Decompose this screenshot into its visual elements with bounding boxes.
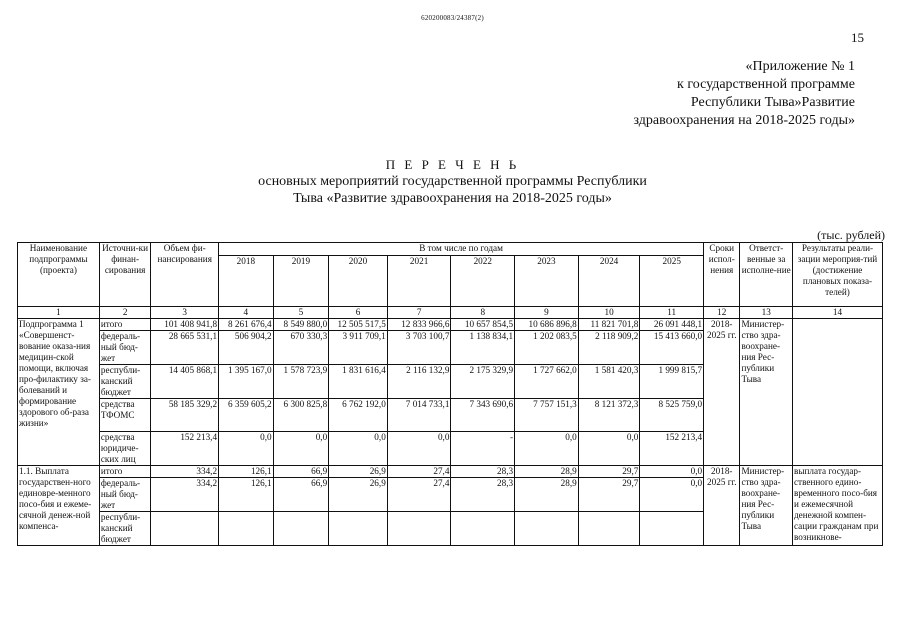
- source-cell: федераль-ный бюд-жет: [99, 478, 151, 512]
- year-cell: 1 727 662,0: [515, 365, 579, 399]
- year-cell: [515, 512, 579, 546]
- header-year: 2021: [387, 256, 451, 307]
- year-cell: 27,4: [387, 466, 451, 478]
- year-cell: 2 118 909,2: [578, 331, 640, 365]
- column-number: 6: [329, 307, 388, 319]
- column-number: 14: [792, 307, 882, 319]
- year-cell: 10 657 854,5: [451, 319, 515, 331]
- header-year: 2020: [329, 256, 388, 307]
- program-name: Подпрограмма 1 «Совершенст-вование оказа-ния медицин-ской помощи, включая про-филактику за-болеваний и формирование здорового об-раза жизни»: [18, 319, 100, 466]
- source-cell: итого: [99, 466, 151, 478]
- volume-cell: 58 185 329,2: [151, 399, 219, 432]
- header-name: Наименование подпрограммы (проекта): [18, 243, 100, 307]
- year-cell: 3 911 709,1: [329, 331, 388, 365]
- page-number: 15: [851, 30, 864, 45]
- responsible-cell: Министер-ство здра-воохране-ния Рес-публики Тыва: [740, 466, 793, 546]
- header-year: 2023: [515, 256, 579, 307]
- measure-name: 1.1. Выплата государствен-ного единовре-менного посо-бия и ежеме-сячной денеж-ной компенса-: [18, 466, 100, 546]
- year-cell: 152 213,4: [640, 432, 704, 466]
- year-cell: -: [451, 432, 515, 466]
- year-cell: 12 505 517,5: [329, 319, 388, 331]
- document-id: 620200083/24387(2): [421, 14, 484, 22]
- source-cell: средства юридиче-ских лиц: [99, 432, 151, 466]
- column-number: 3: [151, 307, 219, 319]
- year-cell: 0,0: [273, 432, 329, 466]
- column-number: 4: [219, 307, 274, 319]
- header-volume: Объем фи-нансирования: [151, 243, 219, 307]
- column-number: 9: [515, 307, 579, 319]
- year-cell: 0,0: [329, 432, 388, 466]
- source-cell: федераль-ный бюд-жет: [99, 331, 151, 365]
- year-cell: 6 300 825,8: [273, 399, 329, 432]
- year-cell: 506 904,2: [219, 331, 274, 365]
- year-cell: 0,0: [640, 478, 704, 512]
- year-cell: 0,0: [640, 466, 704, 478]
- volume-cell: [151, 512, 219, 546]
- year-cell: [219, 512, 274, 546]
- year-cell: 10 686 896,8: [515, 319, 579, 331]
- year-cell: 0,0: [387, 432, 451, 466]
- units-label: (тыс. рублей): [817, 228, 885, 242]
- year-cell: [273, 512, 329, 546]
- column-number: 11: [640, 307, 704, 319]
- appendix-line: к государственной программе: [677, 77, 855, 92]
- year-cell: 3 703 100,7: [387, 331, 451, 365]
- column-number: 8: [451, 307, 515, 319]
- year-cell: 0,0: [219, 432, 274, 466]
- year-cell: 0,0: [515, 432, 579, 466]
- year-cell: 7 757 151,3: [515, 399, 579, 432]
- table-row: [18, 319, 883, 331]
- year-cell: 6 762 192,0: [329, 399, 388, 432]
- year-cell: 28,9: [515, 478, 579, 512]
- source-cell: итого: [99, 319, 151, 331]
- year-cell: 0,0: [578, 432, 640, 466]
- year-cell: 26 091 448,1: [640, 319, 704, 331]
- year-cell: 670 330,3: [273, 331, 329, 365]
- year-cell: 28,9: [515, 466, 579, 478]
- year-cell: 1 831 616,4: [329, 365, 388, 399]
- volume-cell: 28 665 531,1: [151, 331, 219, 365]
- source-cell: средства ТФОМС: [99, 399, 151, 432]
- year-cell: [640, 512, 704, 546]
- header-responsible: Ответст-венные за исполне-ние: [740, 243, 793, 307]
- year-cell: [451, 512, 515, 546]
- header-terms: Сроки испол-нения: [704, 243, 740, 307]
- volume-cell: 334,2: [151, 478, 219, 512]
- year-cell: 8 121 372,3: [578, 399, 640, 432]
- title-line: основных мероприятий государственной программы Республики: [258, 174, 647, 189]
- year-cell: 26,9: [329, 478, 388, 512]
- year-cell: 1 202 083,5: [515, 331, 579, 365]
- year-cell: 66,9: [273, 478, 329, 512]
- year-cell: 66,9: [273, 466, 329, 478]
- volume-cell: 101 408 941,8: [151, 319, 219, 331]
- volume-cell: 334,2: [151, 466, 219, 478]
- appendix-line: здравоохранения на 2018-2025 годы»: [633, 113, 855, 128]
- table-row: [18, 466, 883, 478]
- appendix-note: [555, 58, 855, 130]
- year-cell: 8 525 759,0: [640, 399, 704, 432]
- source-cell: республи-канский бюджет: [99, 365, 151, 399]
- year-cell: [578, 512, 640, 546]
- column-number: 10: [578, 307, 640, 319]
- results-cell: выплата государ-ственного едино-временного посо-бия и ежемесячной денежной компен-сации гражданам при возникнове-: [792, 466, 882, 546]
- column-number: 5: [273, 307, 329, 319]
- column-number: 12: [704, 307, 740, 319]
- measures-table: [17, 242, 883, 546]
- column-number: 1: [18, 307, 100, 319]
- header-year: 2018: [219, 256, 274, 307]
- year-cell: 1 395 167,0: [219, 365, 274, 399]
- results-cell: [792, 319, 882, 466]
- header-year: 2019: [273, 256, 329, 307]
- year-cell: 12 833 966,6: [387, 319, 451, 331]
- year-cell: 7 014 733,1: [387, 399, 451, 432]
- year-cell: [329, 512, 388, 546]
- appendix-line: Республики Тыва»Развитие: [690, 95, 855, 110]
- year-cell: 1 581 420,3: [578, 365, 640, 399]
- year-cell: 7 343 690,6: [451, 399, 515, 432]
- column-number: 7: [387, 307, 451, 319]
- volume-cell: 152 213,4: [151, 432, 219, 466]
- year-cell: 1 578 723,9: [273, 365, 329, 399]
- document-title: [0, 156, 905, 207]
- year-cell: 1 999 815,7: [640, 365, 704, 399]
- year-cell: 28,3: [451, 478, 515, 512]
- header-year: 2022: [451, 256, 515, 307]
- header-by-years: В том числе по годам: [219, 243, 704, 256]
- year-cell: 2 175 329,9: [451, 365, 515, 399]
- terms-cell: 2018-2025 гг.: [704, 466, 740, 546]
- year-cell: 29,7: [578, 466, 640, 478]
- column-number: 2: [99, 307, 151, 319]
- year-cell: 126,1: [219, 466, 274, 478]
- year-cell: 6 359 605,2: [219, 399, 274, 432]
- source-cell: республи-канский бюджет: [99, 512, 151, 546]
- year-cell: 8 261 676,4: [219, 319, 274, 331]
- title-line: Тыва «Развитие здравоохранения на 2018-2025 годы»: [293, 191, 612, 206]
- year-cell: 27,4: [387, 478, 451, 512]
- year-cell: 126,1: [219, 478, 274, 512]
- title-heading: П Е Р Е Ч Е Н Ь: [385, 157, 520, 172]
- volume-cell: 14 405 868,1: [151, 365, 219, 399]
- header-year: 2025: [640, 256, 704, 307]
- appendix-line: «Приложение № 1: [745, 59, 855, 74]
- year-cell: [387, 512, 451, 546]
- terms-cell: 2018-2025 гг.: [704, 319, 740, 466]
- year-cell: 29,7: [578, 478, 640, 512]
- header-year: 2024: [578, 256, 640, 307]
- year-cell: 26,9: [329, 466, 388, 478]
- year-cell: 11 821 701,8: [578, 319, 640, 331]
- year-cell: 2 116 132,9: [387, 365, 451, 399]
- year-cell: 28,3: [451, 466, 515, 478]
- responsible-cell: Министер-ство здра-воохране-ния Рес-публики Тыва: [740, 319, 793, 466]
- year-cell: 15 413 660,0: [640, 331, 704, 365]
- header-results: Результаты реали-зации мероприя-тий (достижение плановых показа-телей): [792, 243, 882, 307]
- column-number: 13: [740, 307, 793, 319]
- header-source: Источни-ки финан-сирования: [99, 243, 151, 307]
- year-cell: 1 138 834,1: [451, 331, 515, 365]
- year-cell: 8 549 880,0: [273, 319, 329, 331]
